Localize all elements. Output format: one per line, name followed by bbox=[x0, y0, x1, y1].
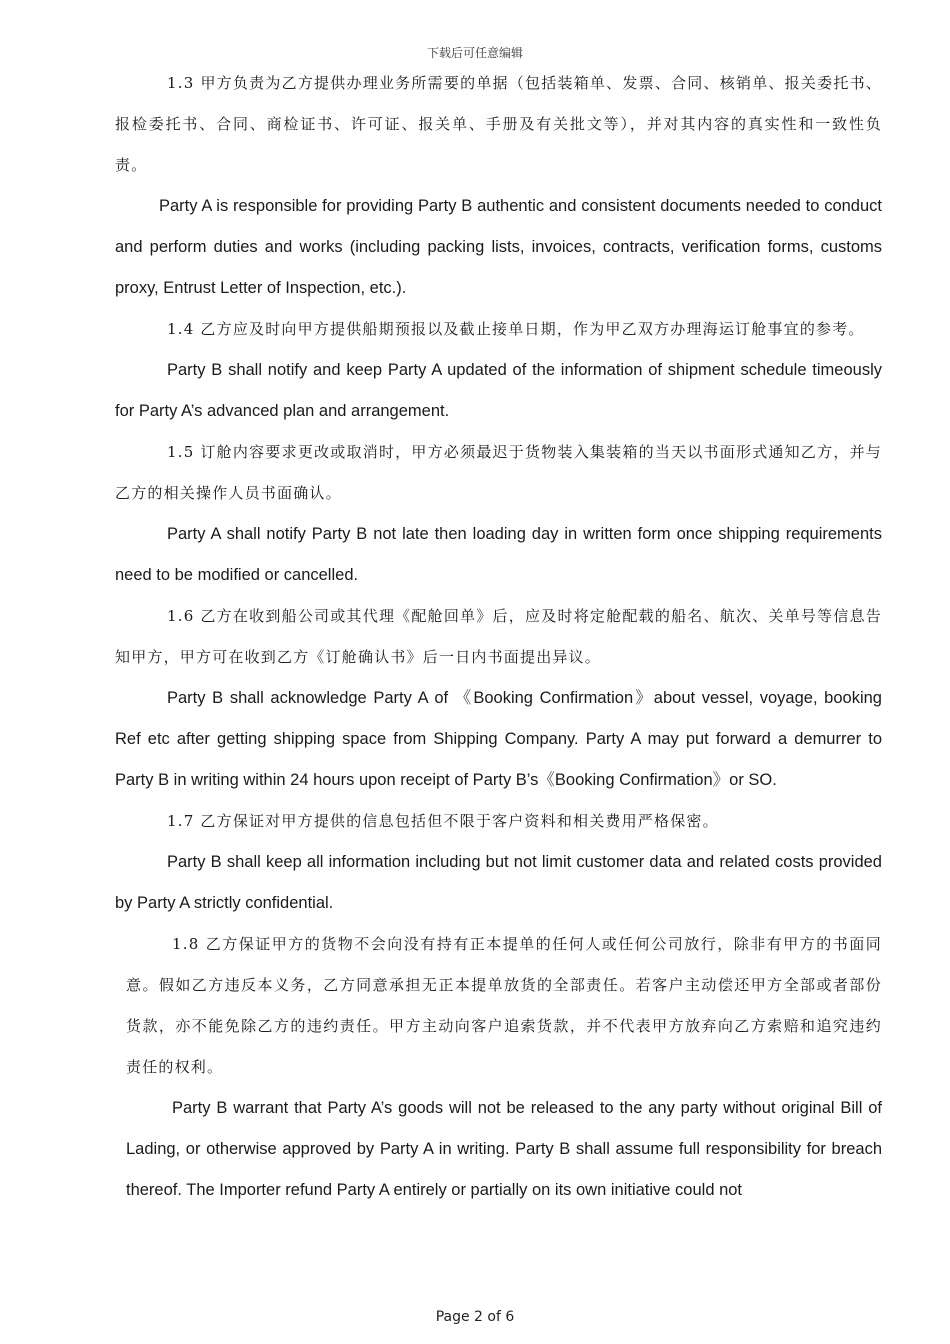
clause-1-6-english: Party B shall acknowledge Party A of 《Booking Confirmation》about vessel, voyage, booking Ref etc after getting shipping space from Shipping Company. Party A may put forward a demurrer to Party B in writing within 24 hours upon receipt of Party B’s《Booking Confirmation》or SO. bbox=[115, 689, 882, 789]
clause-1-3-chinese: 1.3 甲方负责为乙方提供办理业务所需要的单据（包括装箱单、发票、合同、核销单、报关委托书、报检委托书、合同、商检证书、许可证、报关单、手册及有关批文等），并对其内容的真实性和一致性负责。 bbox=[115, 74, 882, 174]
clause-1-8-chinese: 1.8 乙方保证甲方的货物不会向没有持有正本提单的任何人或任何公司放行，除非有甲方的书面同意。假如乙方违反本义务，乙方同意承担无正本提单放货的全部责任。若客户主动偿还甲方全部或者部份货款，亦不能免除乙方的违约责任。甲方主动向客户追索货款，并不代表甲方放弃向乙方索赔和追究违约责任的权利。 bbox=[126, 935, 882, 1076]
clause-1-8-block bbox=[126, 924, 882, 1211]
clause-1-6-chinese: 1.6 乙方在收到船公司或其代理《配舱回单》后，应及时将定舱配载的船名、航次、关单号等信息告知甲方，甲方可在收到乙方《订舱确认书》后一日内书面提出异议。 bbox=[115, 607, 882, 666]
clause-1-5-chinese: 1.5 订舱内容要求更改或取消时，甲方必须最迟于货物装入集装箱的当天以书面形式通知乙方，并与乙方的相关操作人员书面确认。 bbox=[115, 443, 882, 502]
clause-1-3-english: Party A is responsible for providing Party B authentic and consistent documents needed to conduct and perform duties and works (including packing lists, invoices, contracts, verification forms, customs proxy, Entrust Letter of Inspection, etc.). bbox=[115, 197, 882, 297]
clause-1-7-english: Party B shall keep all information including but not limit customer data and related costs provided by Party A strictly confidential. bbox=[115, 853, 882, 912]
clause-1-4-english: Party B shall notify and keep Party A updated of the information of shipment schedule timeously for Party A’s advanced plan and arrangement. bbox=[115, 361, 882, 420]
clause-1-8-english: Party B warrant that Party A’s goods will not be released to the any party without original Bill of Lading, or otherwise approved by Party A in writing. Party B shall assume full responsibility for breach thereof. The Importer refund Party A entirely or partially on its own initiative could not bbox=[126, 1099, 882, 1199]
page-number-footer: Page 2 of 6 bbox=[435, 1309, 515, 1325]
clause-1-7-chinese: 1.7 乙方保证对甲方提供的信息包括但不限于客户资料和相关费用严格保密。 bbox=[167, 812, 719, 830]
document-body bbox=[115, 63, 882, 1211]
clause-1-5-english: Party A shall notify Party B not late then loading day in written form once shipping requirements need to be modified or cancelled. bbox=[115, 525, 882, 584]
clause-1-4-chinese: 1.4 乙方应及时向甲方提供船期预报以及截止接单日期，作为甲乙双方办理海运订舱事宜的参考。 bbox=[167, 320, 865, 338]
page-header-watermark: 下载后可任意编辑 bbox=[426, 46, 523, 60]
